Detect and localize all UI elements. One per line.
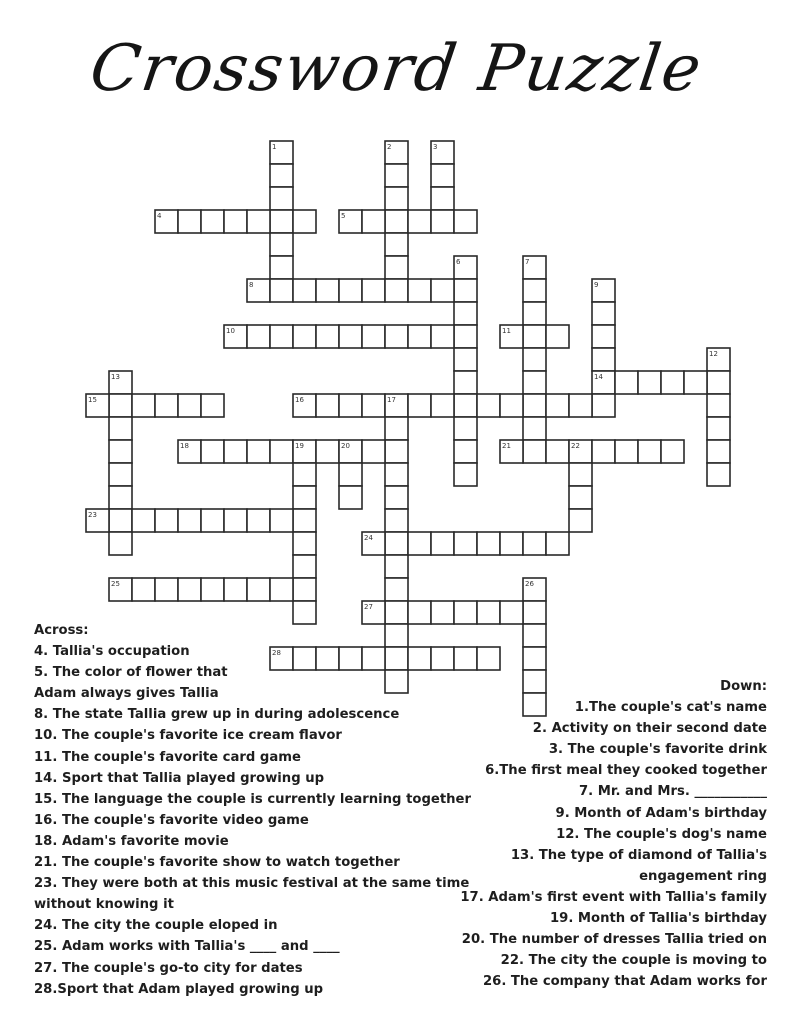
down-clue: 7. Mr. and Mrs. ___________ [578,784,767,800]
down-clue: 2. Activity on their second date [532,721,767,737]
grid-cell[interactable] [224,578,247,601]
across-clue: 25. Adam works with Tallia's ____ and ____ [34,939,340,955]
grid-cell[interactable] [500,394,523,417]
grid-cell[interactable] [523,417,546,440]
grid-cell[interactable] [385,233,408,256]
down-clue: engagement ring [639,868,767,884]
across-clue: 15. The language the couple is currently learning together [34,791,471,807]
grid-cell[interactable] [523,279,546,302]
clue-number: 21 [502,442,511,450]
grid-cell[interactable] [684,371,707,394]
grid-cell[interactable] [109,394,132,417]
grid-cell[interactable] [109,532,132,555]
clue-number: 25 [111,580,120,588]
across-clue: 24. The city the couple eloped in [34,918,278,934]
grid-cell[interactable] [270,187,293,210]
clue-number: 17 [387,396,396,404]
grid-cell[interactable] [247,325,270,348]
grid-cell[interactable] [431,210,454,233]
grid-cell[interactable] [615,440,638,463]
clue-number: 26 [525,580,534,588]
grid-cell[interactable] [109,440,132,463]
across-clue: without knowing it [34,897,174,913]
grid-cell[interactable] [178,394,201,417]
across-heading: Across: [34,623,89,638]
across-clue: 18. Adam's favorite movie [34,833,229,849]
grid-cell[interactable] [431,532,454,555]
grid-cell[interactable] [500,601,523,624]
across-clue: 10. The couple's favorite ice cream flavor [34,728,342,744]
grid-cell[interactable] [270,233,293,256]
clue-number: 15 [88,396,97,404]
clue-number: 3 [433,143,438,151]
grid-cell[interactable] [592,440,615,463]
grid-cell[interactable] [385,463,408,486]
grid-cell[interactable] [270,440,293,463]
grid-cell[interactable] [569,509,592,532]
clue-number: 24 [364,534,373,542]
clue-number: 16 [295,396,304,404]
clue-number: 10 [226,327,235,335]
clue-number: 6 [456,258,461,266]
down-clue: 22. The city the couple is moving to [500,953,767,969]
grid-cell[interactable] [569,463,592,486]
grid-cell[interactable] [615,371,638,394]
grid-cell[interactable] [523,325,546,348]
across-clues [34,620,471,1000]
down-clue: 13. The type of diamond of Tallia's [510,847,767,863]
grid-cell[interactable] [523,302,546,325]
grid-cell[interactable] [454,210,477,233]
grid-cell[interactable] [362,325,385,348]
down-clue: 26. The company that Adam works for [482,974,767,990]
grid-cell[interactable] [454,302,477,325]
grid-cell[interactable] [523,348,546,371]
grid-cell[interactable] [293,325,316,348]
grid-cell[interactable] [592,302,615,325]
grid-cell[interactable] [385,486,408,509]
grid-cell[interactable] [454,463,477,486]
across-clue: 23. They were both at this music festival at the same time [34,876,470,892]
clue-number: 13 [111,373,120,381]
clue-number: 8 [249,281,254,289]
grid-cell[interactable] [201,509,224,532]
grid-cell[interactable] [316,440,339,463]
grid-cell[interactable] [339,325,362,348]
grid-cell[interactable] [178,578,201,601]
grid-cell[interactable] [178,509,201,532]
puzzle-title-text: Crossword Puzzle [86,32,708,106]
grid-cell[interactable] [477,532,500,555]
grid-cell[interactable] [362,279,385,302]
grid-cell[interactable] [454,440,477,463]
clue-number: 1 [272,143,277,151]
grid-cell[interactable] [201,210,224,233]
grid-cell[interactable] [270,578,293,601]
grid-cell[interactable] [638,440,661,463]
down-clue: 6.The first meal they cooked together [485,763,767,779]
grid-cell[interactable] [523,647,546,670]
grid-cell[interactable] [523,394,546,417]
clue-number: 2 [387,143,392,151]
grid-cell[interactable] [385,325,408,348]
grid-cell[interactable] [454,371,477,394]
grid-cell[interactable] [339,279,362,302]
clue-number: 5 [341,212,346,220]
grid-cell[interactable] [270,164,293,187]
grid-cell[interactable] [385,279,408,302]
grid-cell[interactable] [316,279,339,302]
grid-cell[interactable] [546,532,569,555]
grid-cell[interactable] [385,440,408,463]
grid-cell[interactable] [707,463,730,486]
grid-cell[interactable] [155,509,178,532]
grid-cell[interactable] [224,440,247,463]
grid-cell[interactable] [385,187,408,210]
grid-cell[interactable] [316,394,339,417]
grid-cell[interactable] [339,394,362,417]
grid-cell[interactable] [707,371,730,394]
grid-cell[interactable] [385,256,408,279]
grid-cell[interactable] [408,325,431,348]
grid-cell[interactable] [385,555,408,578]
grid-cell[interactable] [270,509,293,532]
grid-cell[interactable] [477,647,500,670]
grid-cell[interactable] [431,279,454,302]
grid-cell[interactable] [339,463,362,486]
grid-cell[interactable] [500,532,523,555]
grid-cell[interactable] [707,417,730,440]
grid-cell[interactable] [431,394,454,417]
down-clue: 20. The number of dresses Tallia tried on [461,932,767,948]
grid-cell[interactable] [201,440,224,463]
grid-cell[interactable] [339,486,362,509]
grid-cell[interactable] [293,279,316,302]
grid-cell[interactable] [408,532,431,555]
down-clue: 19. Month of Tallia's birthday [549,911,767,927]
grid-cell[interactable] [316,325,339,348]
across-clue: 27. The couple's go-to city for dates [34,960,303,976]
down-clue: 9. Month of Adam's birthday [555,805,767,821]
grid-cell[interactable] [247,578,270,601]
grid-cell[interactable] [385,164,408,187]
grid-cell[interactable] [477,601,500,624]
grid-cell[interactable] [247,210,270,233]
grid-cell[interactable] [132,394,155,417]
down-clue: 17. Adam's first event with Tallia's family [460,889,767,905]
grid-cell[interactable] [454,417,477,440]
grid-cell[interactable] [707,394,730,417]
grid-cell[interactable] [661,371,684,394]
grid-cell[interactable] [661,440,684,463]
grid-cell[interactable] [293,532,316,555]
across-clue-list [34,641,471,1000]
clue-number: 19 [295,442,304,450]
grid-cell[interactable] [592,394,615,417]
grid-cell[interactable] [293,578,316,601]
across-clue: 14. Sport that Tallia played growing up [34,770,325,786]
clue-number: 14 [594,373,603,381]
across-clue: 16. The couple's favorite video game [34,812,309,828]
across-clue: 8. The state Tallia grew up in during adolescence [34,707,400,723]
grid-cell[interactable] [293,486,316,509]
grid-cell[interactable] [523,532,546,555]
grid-cell[interactable] [431,164,454,187]
grid-cell[interactable] [362,210,385,233]
across-clue: 11. The couple's favorite card game [34,749,301,765]
grid-cell[interactable] [178,210,201,233]
grid-cell[interactable] [523,440,546,463]
grid-cell[interactable] [523,601,546,624]
grid-cell[interactable] [224,210,247,233]
grid-cell[interactable] [638,371,661,394]
down-clue-list [447,697,767,992]
clue-number: 22 [571,442,580,450]
across-clue: 28.Sport that Adam played growing up [34,981,324,997]
grid-cell[interactable] [247,440,270,463]
grid-cell[interactable] [293,210,316,233]
grid-cell[interactable] [385,509,408,532]
grid-cell[interactable] [454,348,477,371]
grid-cell[interactable] [293,463,316,486]
grid-cell[interactable] [270,325,293,348]
across-clue: Adam always gives Tallia [34,686,219,702]
grid-cell[interactable] [362,394,385,417]
grid-cell[interactable] [132,578,155,601]
grid-cell[interactable] [408,279,431,302]
grid-cell[interactable] [477,394,500,417]
grid-cell[interactable] [201,578,224,601]
clue-number: 18 [180,442,189,450]
grid-cell[interactable] [201,394,224,417]
grid-cell[interactable] [569,394,592,417]
grid-cell[interactable] [431,187,454,210]
grid-cell[interactable] [109,417,132,440]
clue-number: 7 [525,258,530,266]
clue-number: 27 [364,603,373,611]
across-clue: 4. Tallia's occupation [34,644,190,660]
grid-cell[interactable] [408,210,431,233]
grid-cell[interactable] [592,348,615,371]
grid-cell[interactable] [385,578,408,601]
grid-cell[interactable] [707,440,730,463]
down-clue: 1.The couple's cat's name [574,700,767,716]
grid-cell[interactable] [132,509,155,532]
clue-number: 4 [157,212,162,220]
across-clue: 5. The color of flower that [34,665,228,681]
grid-cell[interactable] [155,578,178,601]
clue-number: 9 [594,281,599,289]
grid-cell[interactable] [546,440,569,463]
grid-cell[interactable] [592,325,615,348]
clue-number: 28 [272,649,281,657]
grid-cell[interactable] [385,210,408,233]
grid-cell[interactable] [454,279,477,302]
grid-cell[interactable] [454,532,477,555]
grid-cell[interactable] [408,394,431,417]
grid-cell[interactable] [224,509,247,532]
grid-cell[interactable] [385,417,408,440]
grid-cell[interactable] [362,440,385,463]
grid-cell[interactable] [569,486,592,509]
grid-cell[interactable] [454,394,477,417]
clue-number: 11 [502,327,511,335]
grid-cell[interactable] [109,486,132,509]
grid-cell[interactable] [247,509,270,532]
grid-cell[interactable] [270,210,293,233]
grid-cell[interactable] [454,325,477,348]
across-clue: 21. The couple's favorite show to watch together [34,855,400,871]
grid-cell[interactable] [385,532,408,555]
down-clues [447,676,767,992]
grid-cell[interactable] [546,394,569,417]
down-clue: 12. The couple's dog's name [556,826,767,842]
grid-cell[interactable] [270,256,293,279]
grid-cell[interactable] [270,279,293,302]
grid-cell[interactable] [293,555,316,578]
grid-cell[interactable] [523,371,546,394]
grid-cell[interactable] [109,509,132,532]
grid-cell[interactable] [431,325,454,348]
grid-cell[interactable] [293,509,316,532]
grid-cell[interactable] [155,394,178,417]
grid-cell[interactable] [109,463,132,486]
clue-number: 20 [341,442,350,450]
clue-number: 23 [88,511,97,519]
grid-cell[interactable] [546,325,569,348]
grid-cell[interactable] [523,624,546,647]
down-heading: Down: [720,679,767,694]
down-clue: 3. The couple's favorite drink [548,742,767,758]
clue-number: 12 [709,350,718,358]
